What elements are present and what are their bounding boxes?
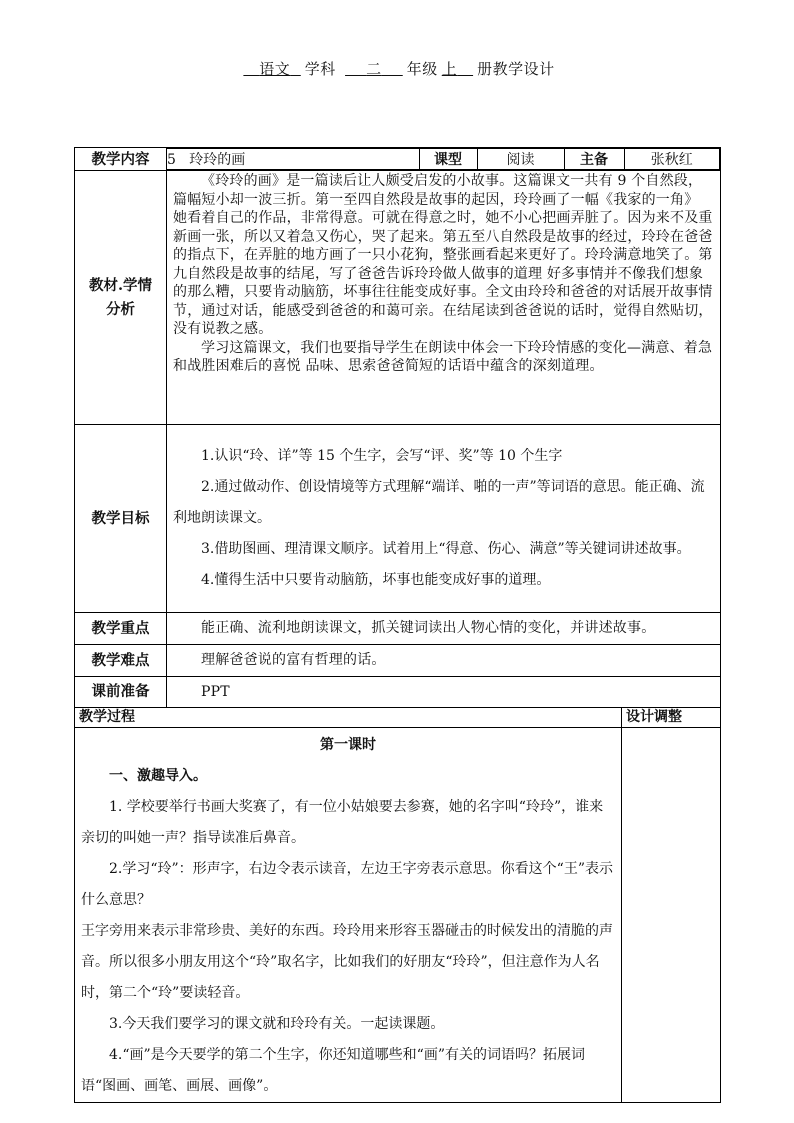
process-paragraph-5: 4.“画”是今天要学的第二个生字，你还知道哪些和“画”有关的词语吗？拓展词语“图画、画笔、画展、画像”。: [81, 1047, 585, 1094]
goal-item-2: 2.通过做动作、创设情境等方式理解“端详、啪的一声”等词语的意思。能正确、流利地朗读课文。: [173, 479, 705, 526]
prep-label: 课前准备: [75, 677, 167, 708]
section-heading-1: 一、激趣导入。: [109, 768, 207, 784]
analysis-paragraph-1: 《玲玲的画》是一篇读后让人颇受启发的小故事。这篇课文一共有 9 个自然段，篇幅短小却一波三折。第一至四自然段是故事的起因，玲玲画了一幅《我家的一角》 她看着自己的作品，非常得意。可就在得意之时，她不小心把画弄脏了。因为来不及重新画一张，所以又着急又伤心，哭了起来。第五至八自然段是故事的经过，玲玲在爸爸的指点下，在弄脏的地方画了一只小花狗，整张画看起来更好了。玲玲满意地笑了。第九自然段是故事的结尾，写了爸爸告诉玲玲做人做事的道理 好多事情并不像我们想象的那么糟，只要肯动脑筋，坏事往往能变成好事。全文由玲玲和爸爸的对话展开故事情节，通过对话，能感受到爸爸的和蔼可亲。在结尾读到爸爸说的话时，觉得自然贴切，没有说教之感。: [173, 173, 713, 337]
process-body-row: [75, 728, 721, 1103]
content-row: [75, 148, 721, 171]
adjust-label: 设计调整: [622, 708, 721, 728]
grade-suffix: 年级: [406, 60, 438, 78]
key-points-text: 能正确、流利地朗读课文，抓关键词读出人物心情的变化，并讲述故事。: [201, 620, 656, 637]
process-paragraph-2: 2.学习“玲”：形声字，右边令表示读音，左边王字旁表示意思。你看这个“王”表示什么意思？: [81, 861, 613, 908]
type-label: 课型: [419, 149, 477, 170]
difficulties-row: [75, 645, 721, 677]
difficulties-text: 理解爸爸说的富有哲理的话。: [201, 652, 386, 669]
type-value: 阅读: [477, 149, 564, 170]
lead-value: 张秋红: [624, 149, 720, 170]
analysis-row: [75, 171, 721, 425]
analysis-label-line1: 教材.学情: [88, 276, 153, 294]
volume-suffix: 册教学设计: [477, 60, 555, 78]
process-header-row: [75, 708, 721, 728]
content-inner-table: [167, 148, 720, 170]
analysis-label-line2: 分析: [106, 300, 135, 318]
analysis-label: [75, 171, 167, 425]
process-paragraph-4: 3.今天我们要学习的课文就和玲玲有关。一起读课题。: [109, 1016, 445, 1032]
key-points-label: 教学重点: [75, 613, 167, 645]
goal-item-4: 4.懂得生活中只要肯动脑筋，坏事也能变成好事的道理。: [201, 572, 551, 588]
document-heading: [0, 58, 794, 79]
session-title: 第一课时: [320, 737, 376, 753]
process-paragraph-1: 1. 学校要举行书画大奖赛了，有一位小姑娘要去参赛，她的名字叫“玲玲”，谁来亲切的叫她一声？指导读准后鼻音。: [81, 799, 604, 846]
subject-field: 语文: [259, 60, 291, 78]
goals-row: [75, 425, 721, 613]
prep-row: [75, 677, 721, 708]
goal-item-3: 3.借助图画、理清课文顺序。试着用上“得意、伤心、满意”等关键词讲述故事。: [201, 541, 691, 557]
process-paragraph-3: 王字旁用来表示非常珍贵、美好的东西。玲玲用来形容玉器碰击的时候发出的清脆的声音。所以很多小朋友用这个“玲”取名字，比如我们的好朋友“玲玲”，但注意作为人名时，第二个“玲”要读轻音。: [81, 923, 613, 1001]
adjust-column: [622, 728, 721, 1103]
volume-field: 上: [441, 60, 458, 78]
lead-label: 主备: [564, 149, 624, 170]
key-points-row: [75, 613, 721, 645]
prep-text: PPT: [201, 683, 230, 700]
lesson-plan-table: [74, 147, 721, 1103]
goal-item-1: 1.认识“玲、详”等 15 个生字，会写“评、奖”等 10 个生字: [201, 448, 563, 464]
content-label: 教学内容: [75, 148, 167, 171]
analysis-paragraph-2: 学习这篇课文，我们也要指导学生在朗读中体会一下玲玲情感的变化—满意、着急和战胜困难后的喜悦 品味、思索爸爸简短的话语中蕴含的深刻道理。: [173, 339, 713, 374]
lesson-title: 5 玲玲的画: [167, 149, 419, 170]
grade-field: 二: [366, 60, 382, 78]
difficulties-label: 教学难点: [75, 645, 167, 677]
process-label: 教学过程: [75, 708, 622, 728]
subject-suffix: 学科: [304, 60, 336, 78]
goals-label: 教学目标: [75, 425, 167, 613]
